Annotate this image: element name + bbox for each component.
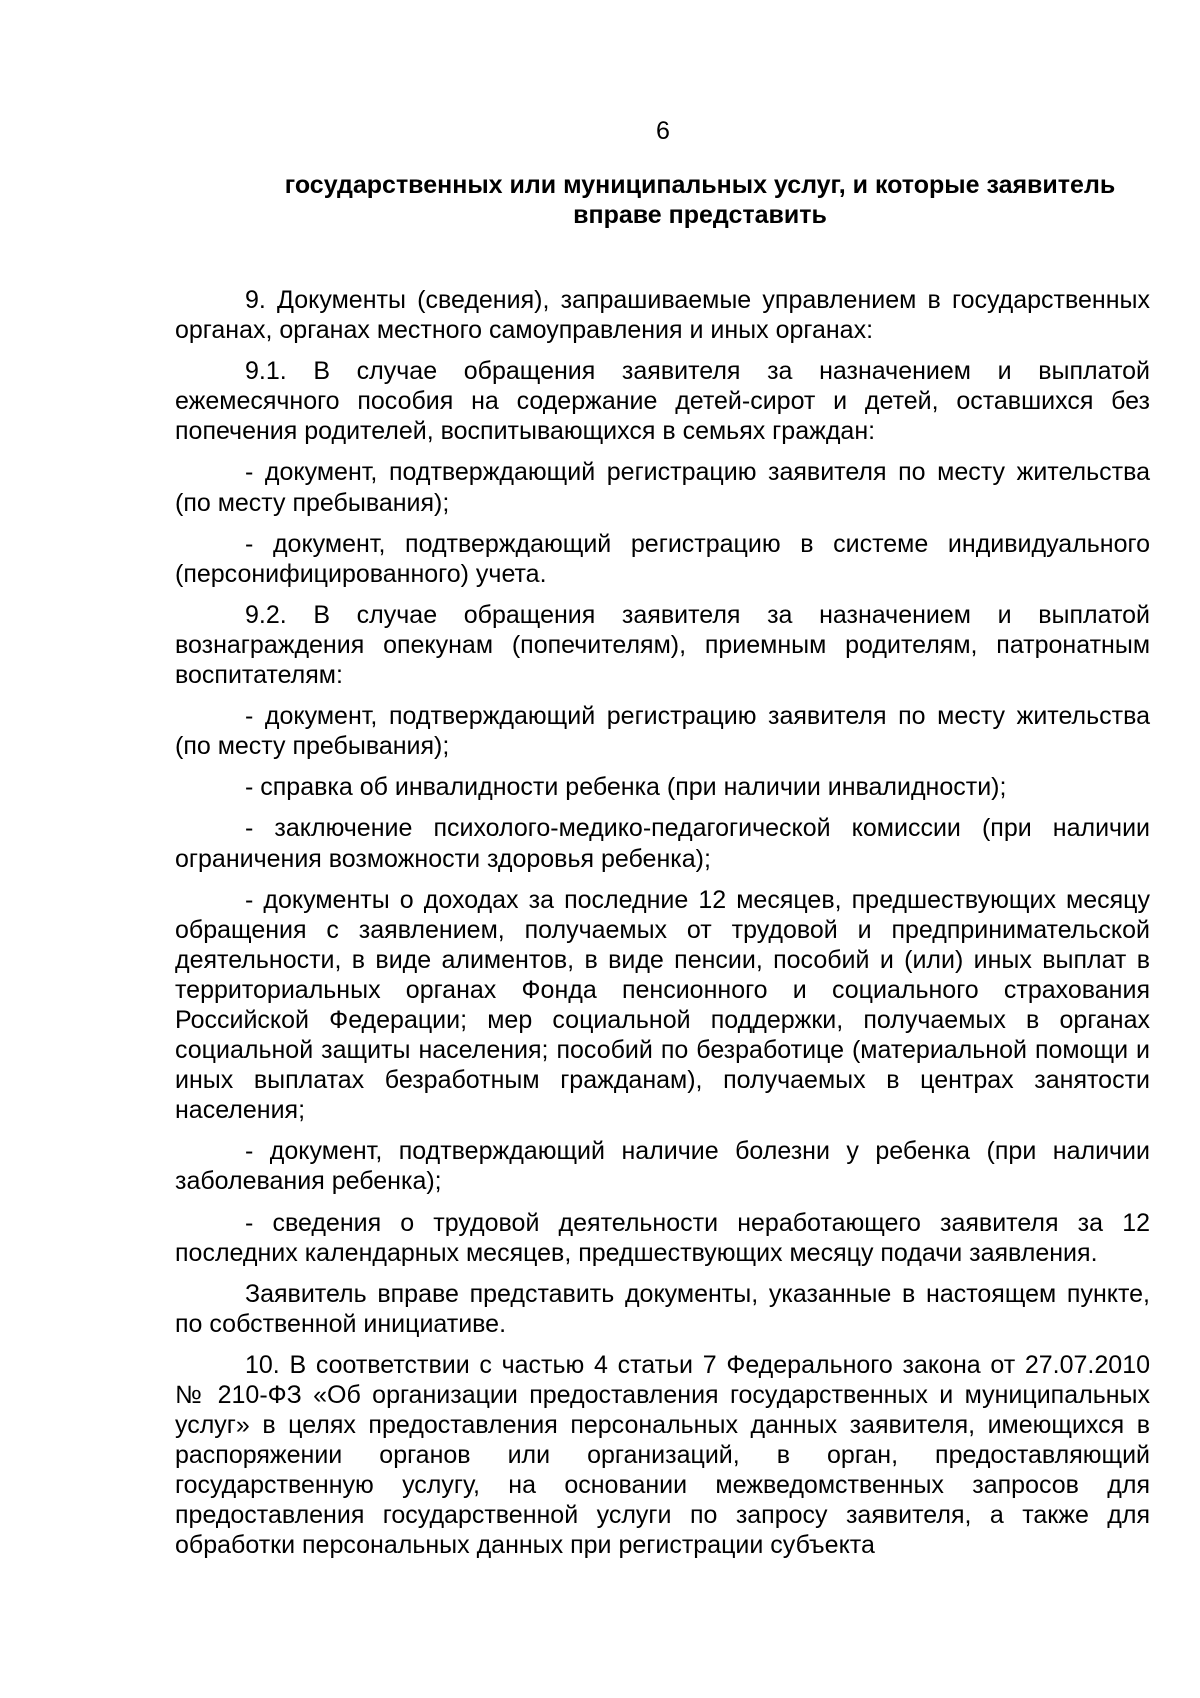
document-body xyxy=(175,285,1150,1572)
list-item-employment: - сведения о трудовой деятельности неработающего заявителя за 12 последних календарных месяцев, предшествующих месяцу подачи заявления. xyxy=(175,1208,1150,1267)
paragraph-own-initiative: Заявитель вправе представить документы, указанные в настоящем пункте, по собственной инициативе. xyxy=(175,1279,1150,1338)
list-item-registration: - документ, подтверждающий регистрацию заявителя по месту жительства (по месту пребывания); xyxy=(175,458,1150,517)
paragraph-9-1: 9.1. В случае обращения заявителя за назначением и выплатой ежемесячного пособия на содержание детей-сирот и детей, оставшихся без попечения родителей, воспитывающихся в семьях граждан: xyxy=(175,357,1150,446)
paragraph-10: 10. В соответствии с частью 4 статьи 7 Федерального закона от 27.07.2010 № 210-ФЗ «Об организации предоставления государственных и муниципальных услуг» в целях предоставления персональных данных заявителя, имеющихся в распоряжении органов или организаций, в орган, предоставляющий государственную услугу, на основании межведомственных запросов для предоставления государственной услуги по запросу заявителя, а также для обработки персональных данных при регистрации субъекта xyxy=(175,1350,1150,1560)
list-item-illness: - документ, подтверждающий наличие болезни у ребенка (при наличии заболевания ребенка); xyxy=(175,1137,1150,1196)
page-number: 6 xyxy=(656,117,670,145)
section-heading xyxy=(250,170,1150,230)
paragraph-9: 9. Документы (сведения), запрашиваемые управлением в государственных органах, органах местного самоуправления и иных органах: xyxy=(175,286,1150,345)
list-item-disability: - справка об инвалидности ребенка (при наличии инвалидности); xyxy=(245,773,1007,802)
section-heading-line-1: государственных или муниципальных услуг, и которые заявитель xyxy=(284,171,1116,199)
list-item-registration-2: - документ, подтверждающий регистрацию заявителя по месту жительства (по месту пребывания); xyxy=(175,702,1150,761)
paragraph-9-2: 9.2. В случае обращения заявителя за назначением и выплатой вознаграждения опекунам (попечителям), приемным родителям, патронатным воспитателям: xyxy=(175,600,1150,690)
list-item-commission: - заключение психолого-медико-педагогической комиссии (при наличии ограничения возможности здоровья ребенка); xyxy=(175,814,1150,873)
section-heading-line-2: вправе представить xyxy=(573,201,827,229)
list-item-personal-account: - документ, подтверждающий регистрацию в системе индивидуального (персонифицированного) учета. xyxy=(175,529,1150,588)
list-item-income: - документы о доходах за последние 12 месяцев, предшествующих месяцу обращения с заявлением, получаемых от трудовой и предпринимательской деятельности, в виде алиментов, в виде пенсии, пособий и (или) иных выплат в территориальных органах Фонда пенсионного и социального страхования Российской Федерации; мер социальной поддержки, получаемых в органах социальной защиты населения; пособий по безработице (материальной помощи и иных выплатах безработным гражданам), получаемых в центрах занятости населения; xyxy=(175,885,1150,1125)
